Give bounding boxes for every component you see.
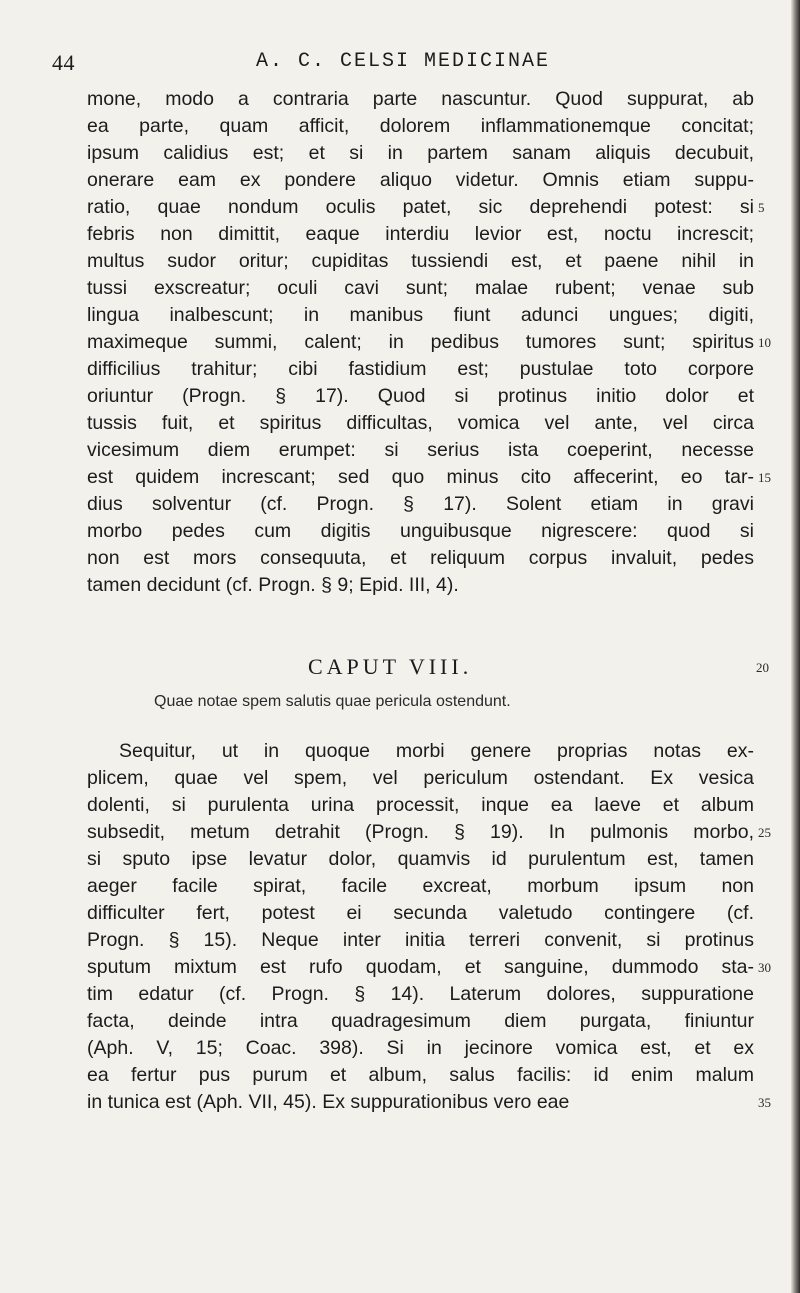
line-text: non est mors consequuta, et reliquum corpus invaluit, pedes: [87, 547, 754, 569]
line-text: tamen decidunt (cf. Progn. § 9; Epid. III, 4).: [87, 574, 459, 596]
text-line: [87, 464, 771, 491]
line-text: maximeque summi, calent; in pedibus tumores sunt; spiritus: [87, 331, 754, 353]
paragraph-2: [87, 738, 771, 1116]
text-line: [87, 194, 765, 221]
line-text: aeger facile spirat, facile excreat, morbum ipsum non: [87, 875, 754, 897]
text-line: [87, 765, 754, 792]
text-line: [87, 572, 754, 599]
text-line: [87, 1062, 754, 1089]
chapter-subtitle: Quae notae spem salutis quae pericula ostendunt.: [154, 693, 511, 710]
line-number: 5: [758, 200, 765, 215]
line-text: dolenti, si purulenta urina processit, inque ea laeve et album: [87, 794, 754, 816]
line-text: (Aph. V, 15; Coac. 398). Si in jecinore vomica est, et ex: [87, 1037, 754, 1059]
line-text: plicem, quae vel spem, vel periculum ostendant. Ex vesica: [87, 767, 754, 789]
line-text: in tunica est (Aph. VII, 45). Ex suppurationibus vero eae: [87, 1091, 570, 1113]
text-line: [87, 329, 771, 356]
line-number: 25: [758, 825, 771, 840]
line-text: si sputo ipse levatur dolor, quamvis id purulentum est, tamen: [87, 848, 754, 870]
text-line: [87, 518, 754, 545]
line-number: 10: [758, 335, 771, 350]
line-text: mone, modo a contraria parte nascuntur. Quod suppurat, ab: [87, 88, 754, 110]
line-number: 20: [756, 660, 769, 675]
text-line: [87, 275, 754, 302]
line-number: 35: [758, 1095, 771, 1110]
text-line: [87, 846, 754, 873]
line-text: Sequitur, ut in quoque morbi genere proprias notas ex-: [119, 740, 754, 762]
text-line: [87, 491, 754, 518]
text-line: [87, 248, 754, 275]
text-line: [87, 1008, 754, 1035]
text-line: [87, 437, 754, 464]
line-text: ea fertur pus purum et album, salus facilis: id enim malum: [87, 1064, 754, 1086]
line-text: ea parte, quam afficit, dolorem inflammationemque concitat;: [87, 115, 754, 137]
line-text: est quidem increscant; sed quo minus cito affecerint, eo tar-: [87, 466, 754, 488]
line-text: tussi exscreatur; oculi cavi sunt; malae rubent; venae sub: [87, 277, 754, 299]
text-line: [87, 738, 754, 765]
text-line: [87, 383, 754, 410]
page-number: 44: [52, 50, 75, 75]
text-line: [87, 927, 754, 954]
line-text: subsedit, metum detrahit (Progn. § 19). In pulmonis morbo,: [87, 821, 754, 843]
line-text: oriuntur (Progn. § 17). Quod si protinus initio dolor et: [87, 385, 754, 407]
text-line: [87, 302, 754, 329]
line-text: Progn. § 15). Neque inter initia terreri convenit, si protinus: [87, 929, 754, 951]
text-line: [87, 410, 754, 437]
text-line: [87, 1089, 771, 1116]
line-text: lingua inalbescunt; in manibus fiunt adunci ungues; digiti,: [87, 304, 754, 326]
page-header: [0, 50, 800, 80]
line-text: vicesimum diem erumpet: si serius ista coeperint, necesse: [87, 439, 754, 461]
line-text: ratio, quae nondum oculis patet, sic deprehendi potest: si: [87, 196, 754, 218]
text-line: [87, 900, 754, 927]
text-line: [87, 954, 771, 981]
line-text: facta, deinde intra quadragesimum diem purgata, finiuntur: [87, 1010, 754, 1032]
line-text: morbo pedes cum digitis unguibusque nigrescere: quod si: [87, 520, 754, 542]
text-line: [87, 221, 754, 248]
line-text: dius solventur (cf. Progn. § 17). Solent etiam in gravi: [87, 493, 754, 515]
line-text: ipsum calidius est; et si in partem sanam aliquis decubuit,: [87, 142, 754, 164]
text-line: [87, 981, 754, 1008]
line-text: difficulter fert, potest ei secunda valetudo contingere (cf.: [87, 902, 754, 924]
line-text: febris non dimittit, eaque interdiu levior est, noctu increscit;: [87, 223, 754, 245]
chapter-heading: [0, 654, 800, 686]
line-text: tussis fuit, et spiritus difficultas, vomica vel ante, vel circa: [87, 412, 754, 434]
text-line: [87, 140, 754, 167]
line-text: sputum mixtum est rufo quodam, et sanguine, dummodo sta-: [87, 956, 754, 978]
line-number: 30: [758, 960, 771, 975]
chapter-title: CAPUT VIII.: [308, 654, 473, 679]
line-text: onerare eam ex pondere aliquo videtur. Omnis etiam suppu-: [87, 169, 754, 191]
text-line: [87, 819, 771, 846]
text-line: [87, 113, 754, 140]
paragraph-1: [87, 86, 771, 599]
text-line: [87, 873, 754, 900]
text-line: [87, 167, 754, 194]
line-number: 15: [758, 470, 771, 485]
line-text: difficilius trahitur; cibi fastidium est; pustulae toto corpore: [87, 358, 754, 380]
page-edge-shadow: [791, 0, 800, 1293]
text-line: [87, 356, 754, 383]
text-line: [87, 1035, 754, 1062]
text-line: [87, 545, 754, 572]
text-line: [87, 86, 754, 113]
line-text: tim edatur (cf. Progn. § 14). Laterum dolores, suppuratione: [87, 983, 754, 1005]
line-text: multus sudor oritur; cupiditas tussiendi est, et paene nihil in: [87, 250, 754, 272]
running-head: A. C. CELSI MEDICINAE: [256, 50, 551, 73]
text-line: [87, 792, 754, 819]
